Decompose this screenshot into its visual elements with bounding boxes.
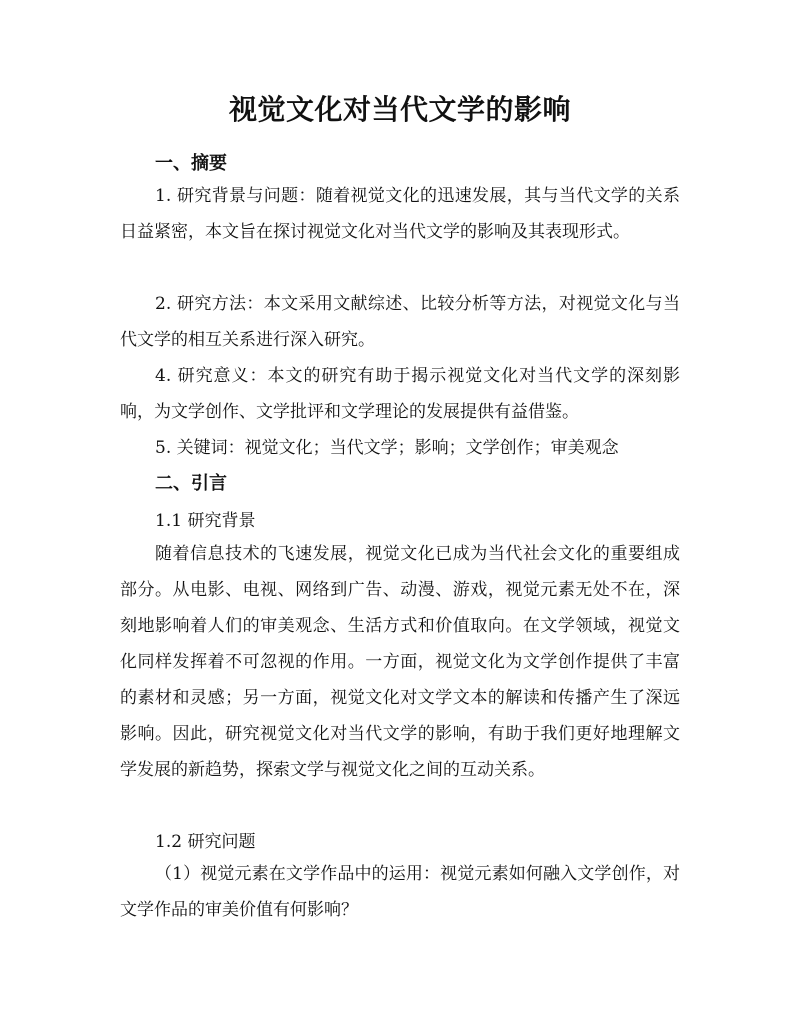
document-title: 视觉文化对当代文学的影响 (228, 93, 571, 126)
intro-paragraph: 随着信息技术的飞速发展，视觉文化已成为当代社会文化的重要组成部分。从电影、电视、网络到广告、动漫、游戏，视觉元素无处不在，深刻地影响着人们的审美观念、生活方式和价值取向。在文学领域，视觉文化同样发挥着不可忽视的作用。一方面，视觉文化为文学创作提供了丰富的素材和灵感；另一方面，视觉文化对文学文本的解读和传播产生了深远影响。因此，研究视觉文化对当代文学的影响，有助于我们更好地理解文学发展的新趋势，探索文学与视觉文化之间的互动关系。 (120, 544, 680, 780)
subsection-heading-questions: 1.2 研究问题 (155, 832, 256, 852)
abstract-item: 2. 研究方法：本文采用文献综述、比较分析等方法，对视觉文化与当代文学的相互关系进行深入研究。 (120, 294, 680, 350)
intro-question-paragraph: （1）视觉元素在文学作品中的运用：视觉元素如何融入文学创作，对文学作品的审美价值有何影响？ (120, 864, 680, 920)
subsection-heading-background: 1.1 研究背景 (155, 511, 256, 531)
section-heading-abstract: 一、摘要 (155, 153, 227, 174)
section-heading-intro: 二、引言 (155, 473, 227, 494)
abstract-item: 5. 关键词：视觉文化；当代文学；影响；文学创作；审美观念 (155, 438, 619, 458)
abstract-item: 4. 研究意义：本文的研究有助于揭示视觉文化对当代文学的深刻影响，为文学创作、文学批评和文学理论的发展提供有益借鉴。 (120, 366, 680, 422)
abstract-item: 1. 研究背景与问题：随着视觉文化的迅速发展，其与当代文学的关系日益紧密，本文旨在探讨视觉文化对当代文学的影响及其表现形式。 (120, 186, 680, 242)
